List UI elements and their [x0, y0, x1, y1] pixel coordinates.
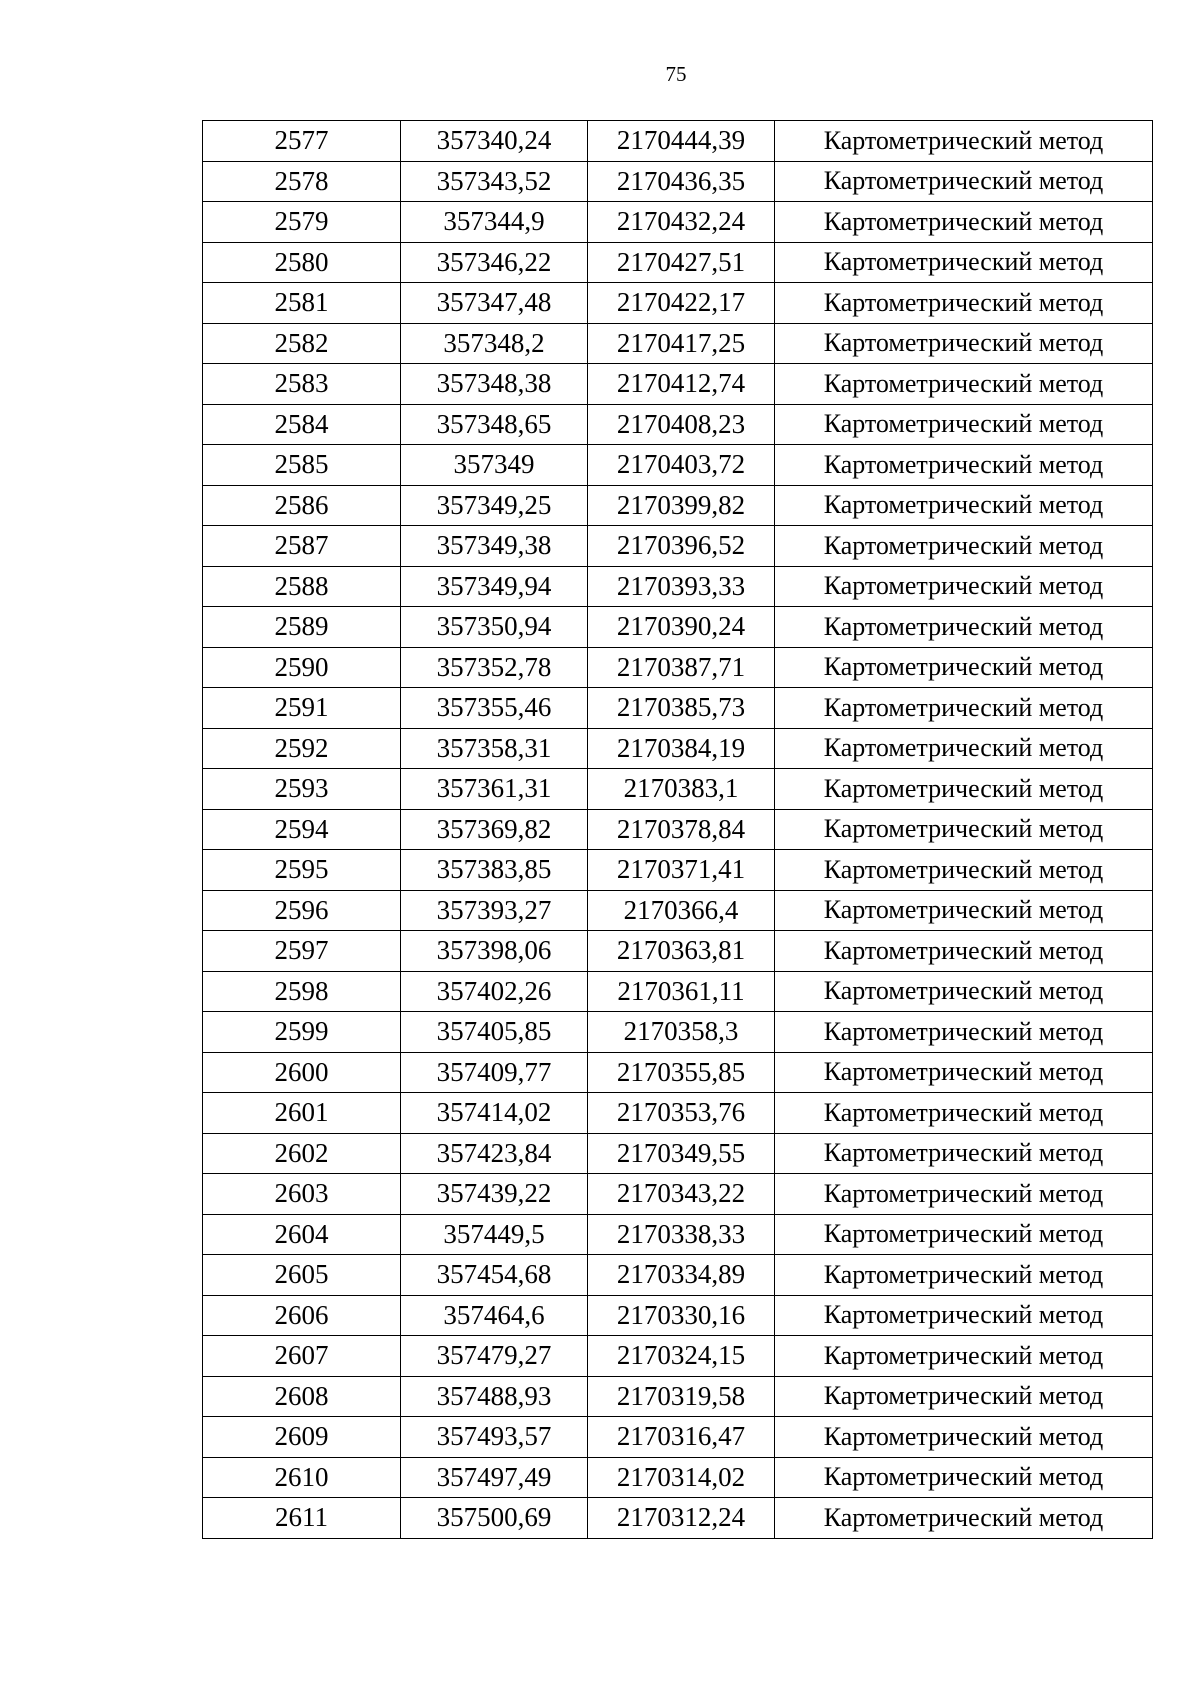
table-row [203, 647, 1153, 688]
y-coordinate-cell: 2170366,4 [588, 890, 775, 931]
y-coordinate-cell: 2170324,15 [588, 1336, 775, 1377]
method-cell: Картометрический метод [775, 890, 1153, 931]
method-cell: Картометрический метод [775, 202, 1153, 243]
y-coordinate-cell: 2170371,41 [588, 850, 775, 891]
table-row [203, 283, 1153, 324]
page-number: 75 [665, 62, 687, 86]
method-cell: Картометрический метод [775, 364, 1153, 405]
method-cell: Картометрический метод [775, 647, 1153, 688]
x-coordinate-cell: 357454,68 [401, 1255, 588, 1296]
x-coordinate-cell: 357488,93 [401, 1376, 588, 1417]
point-number-cell: 2586 [203, 485, 401, 526]
x-coordinate-cell: 357352,78 [401, 647, 588, 688]
table-row [203, 1457, 1153, 1498]
point-number-cell: 2578 [203, 161, 401, 202]
y-coordinate-cell: 2170361,11 [588, 971, 775, 1012]
point-number-cell: 2608 [203, 1376, 401, 1417]
y-coordinate-cell: 2170412,74 [588, 364, 775, 405]
y-coordinate-cell: 2170399,82 [588, 485, 775, 526]
point-number-cell: 2605 [203, 1255, 401, 1296]
point-number-cell: 2582 [203, 323, 401, 364]
table-row [203, 931, 1153, 972]
table-row [203, 809, 1153, 850]
x-coordinate-cell: 357405,85 [401, 1012, 588, 1053]
point-number-cell: 2595 [203, 850, 401, 891]
method-cell: Картометрический метод [775, 607, 1153, 648]
table-row [203, 445, 1153, 486]
table-row [203, 323, 1153, 364]
table-row [203, 485, 1153, 526]
y-coordinate-cell: 2170387,71 [588, 647, 775, 688]
method-cell: Картометрический метод [775, 1174, 1153, 1215]
method-cell: Картометрический метод [775, 161, 1153, 202]
point-number-cell: 2587 [203, 526, 401, 567]
method-cell: Картометрический метод [775, 1214, 1153, 1255]
x-coordinate-cell: 357348,38 [401, 364, 588, 405]
point-number-cell: 2579 [203, 202, 401, 243]
y-coordinate-cell: 2170319,58 [588, 1376, 775, 1417]
method-cell: Картометрический метод [775, 1255, 1153, 1296]
x-coordinate-cell: 357409,77 [401, 1052, 588, 1093]
y-coordinate-cell: 2170363,81 [588, 931, 775, 972]
y-coordinate-cell: 2170427,51 [588, 242, 775, 283]
method-cell: Картометрический метод [775, 1417, 1153, 1458]
table-row [203, 1012, 1153, 1053]
x-coordinate-cell: 357348,65 [401, 404, 588, 445]
method-cell: Картометрический метод [775, 1012, 1153, 1053]
y-coordinate-cell: 2170417,25 [588, 323, 775, 364]
table-row [203, 1336, 1153, 1377]
point-number-cell: 2609 [203, 1417, 401, 1458]
x-coordinate-cell: 357340,24 [401, 121, 588, 162]
point-number-cell: 2603 [203, 1174, 401, 1215]
method-cell: Картометрический метод [775, 850, 1153, 891]
coordinates-table-body [203, 121, 1153, 1539]
y-coordinate-cell: 2170403,72 [588, 445, 775, 486]
x-coordinate-cell: 357398,06 [401, 931, 588, 972]
x-coordinate-cell: 357344,9 [401, 202, 588, 243]
x-coordinate-cell: 357439,22 [401, 1174, 588, 1215]
y-coordinate-cell: 2170330,16 [588, 1295, 775, 1336]
y-coordinate-cell: 2170432,24 [588, 202, 775, 243]
point-number-cell: 2594 [203, 809, 401, 850]
table-row [203, 1498, 1153, 1539]
point-number-cell: 2599 [203, 1012, 401, 1053]
point-number-cell: 2597 [203, 931, 401, 972]
table-row [203, 850, 1153, 891]
y-coordinate-cell: 2170385,73 [588, 688, 775, 729]
point-number-cell: 2593 [203, 769, 401, 810]
table-row [203, 1093, 1153, 1134]
point-number-cell: 2592 [203, 728, 401, 769]
method-cell: Картометрический метод [775, 769, 1153, 810]
x-coordinate-cell: 357349,94 [401, 566, 588, 607]
x-coordinate-cell: 357348,2 [401, 323, 588, 364]
method-cell: Картометрический метод [775, 688, 1153, 729]
table-row [203, 161, 1153, 202]
table-row [203, 202, 1153, 243]
y-coordinate-cell: 2170316,47 [588, 1417, 775, 1458]
point-number-cell: 2585 [203, 445, 401, 486]
x-coordinate-cell: 357449,5 [401, 1214, 588, 1255]
x-coordinate-cell: 357346,22 [401, 242, 588, 283]
table-row [203, 1376, 1153, 1417]
point-number-cell: 2601 [203, 1093, 401, 1134]
point-number-cell: 2604 [203, 1214, 401, 1255]
method-cell: Картометрический метод [775, 971, 1153, 1012]
point-number-cell: 2596 [203, 890, 401, 931]
method-cell: Картометрический метод [775, 1336, 1153, 1377]
x-coordinate-cell: 357350,94 [401, 607, 588, 648]
y-coordinate-cell: 2170422,17 [588, 283, 775, 324]
y-coordinate-cell: 2170349,55 [588, 1133, 775, 1174]
method-cell: Картометрический метод [775, 485, 1153, 526]
x-coordinate-cell: 357497,49 [401, 1457, 588, 1498]
x-coordinate-cell: 357347,48 [401, 283, 588, 324]
x-coordinate-cell: 357343,52 [401, 161, 588, 202]
method-cell: Картометрический метод [775, 1295, 1153, 1336]
method-cell: Картометрический метод [775, 526, 1153, 567]
table-row [203, 1052, 1153, 1093]
table-row [203, 1417, 1153, 1458]
table-row [203, 526, 1153, 567]
method-cell: Картометрический метод [775, 404, 1153, 445]
method-cell: Картометрический метод [775, 809, 1153, 850]
y-coordinate-cell: 2170334,89 [588, 1255, 775, 1296]
method-cell: Картометрический метод [775, 1376, 1153, 1417]
method-cell: Картометрический метод [775, 566, 1153, 607]
point-number-cell: 2598 [203, 971, 401, 1012]
x-coordinate-cell: 357479,27 [401, 1336, 588, 1377]
y-coordinate-cell: 2170358,3 [588, 1012, 775, 1053]
point-number-cell: 2589 [203, 607, 401, 648]
x-coordinate-cell: 357355,46 [401, 688, 588, 729]
point-number-cell: 2591 [203, 688, 401, 729]
point-number-cell: 2590 [203, 647, 401, 688]
x-coordinate-cell: 357500,69 [401, 1498, 588, 1539]
y-coordinate-cell: 2170378,84 [588, 809, 775, 850]
y-coordinate-cell: 2170383,1 [588, 769, 775, 810]
table-row [203, 890, 1153, 931]
x-coordinate-cell: 357423,84 [401, 1133, 588, 1174]
x-coordinate-cell: 357349 [401, 445, 588, 486]
method-cell: Картометрический метод [775, 1052, 1153, 1093]
table-row [203, 1255, 1153, 1296]
table-row [203, 242, 1153, 283]
y-coordinate-cell: 2170312,24 [588, 1498, 775, 1539]
x-coordinate-cell: 357361,31 [401, 769, 588, 810]
point-number-cell: 2602 [203, 1133, 401, 1174]
point-number-cell: 2606 [203, 1295, 401, 1336]
x-coordinate-cell: 357383,85 [401, 850, 588, 891]
method-cell: Картометрический метод [775, 242, 1153, 283]
table-row [203, 971, 1153, 1012]
method-cell: Картометрический метод [775, 1133, 1153, 1174]
y-coordinate-cell: 2170384,19 [588, 728, 775, 769]
y-coordinate-cell: 2170408,23 [588, 404, 775, 445]
point-number-cell: 2588 [203, 566, 401, 607]
x-coordinate-cell: 357369,82 [401, 809, 588, 850]
point-number-cell: 2611 [203, 1498, 401, 1539]
table-row [203, 769, 1153, 810]
method-cell: Картометрический метод [775, 1498, 1153, 1539]
y-coordinate-cell: 2170343,22 [588, 1174, 775, 1215]
method-cell: Картометрический метод [775, 445, 1153, 486]
point-number-cell: 2607 [203, 1336, 401, 1377]
x-coordinate-cell: 357349,25 [401, 485, 588, 526]
y-coordinate-cell: 2170353,76 [588, 1093, 775, 1134]
method-cell: Картометрический метод [775, 1457, 1153, 1498]
y-coordinate-cell: 2170355,85 [588, 1052, 775, 1093]
y-coordinate-cell: 2170314,02 [588, 1457, 775, 1498]
table-row [203, 121, 1153, 162]
method-cell: Картометрический метод [775, 121, 1153, 162]
x-coordinate-cell: 357349,38 [401, 526, 588, 567]
y-coordinate-cell: 2170444,39 [588, 121, 775, 162]
method-cell: Картометрический метод [775, 323, 1153, 364]
y-coordinate-cell: 2170436,35 [588, 161, 775, 202]
method-cell: Картометрический метод [775, 283, 1153, 324]
y-coordinate-cell: 2170393,33 [588, 566, 775, 607]
x-coordinate-cell: 357358,31 [401, 728, 588, 769]
table-row [203, 404, 1153, 445]
point-number-cell: 2584 [203, 404, 401, 445]
point-number-cell: 2577 [203, 121, 401, 162]
x-coordinate-cell: 357493,57 [401, 1417, 588, 1458]
table-row [203, 728, 1153, 769]
y-coordinate-cell: 2170396,52 [588, 526, 775, 567]
table-row [203, 364, 1153, 405]
table-row [203, 688, 1153, 729]
method-cell: Картометрический метод [775, 931, 1153, 972]
x-coordinate-cell: 357402,26 [401, 971, 588, 1012]
point-number-cell: 2583 [203, 364, 401, 405]
table-row [203, 1174, 1153, 1215]
method-cell: Картометрический метод [775, 728, 1153, 769]
point-number-cell: 2600 [203, 1052, 401, 1093]
point-number-cell: 2581 [203, 283, 401, 324]
point-number-cell: 2580 [203, 242, 401, 283]
table-row [203, 566, 1153, 607]
x-coordinate-cell: 357414,02 [401, 1093, 588, 1134]
table-row [203, 1133, 1153, 1174]
y-coordinate-cell: 2170338,33 [588, 1214, 775, 1255]
x-coordinate-cell: 357393,27 [401, 890, 588, 931]
table-row [203, 1295, 1153, 1336]
method-cell: Картометрический метод [775, 1093, 1153, 1134]
table-row [203, 607, 1153, 648]
x-coordinate-cell: 357464,6 [401, 1295, 588, 1336]
coordinates-table [202, 120, 1153, 1539]
y-coordinate-cell: 2170390,24 [588, 607, 775, 648]
point-number-cell: 2610 [203, 1457, 401, 1498]
table-row [203, 1214, 1153, 1255]
